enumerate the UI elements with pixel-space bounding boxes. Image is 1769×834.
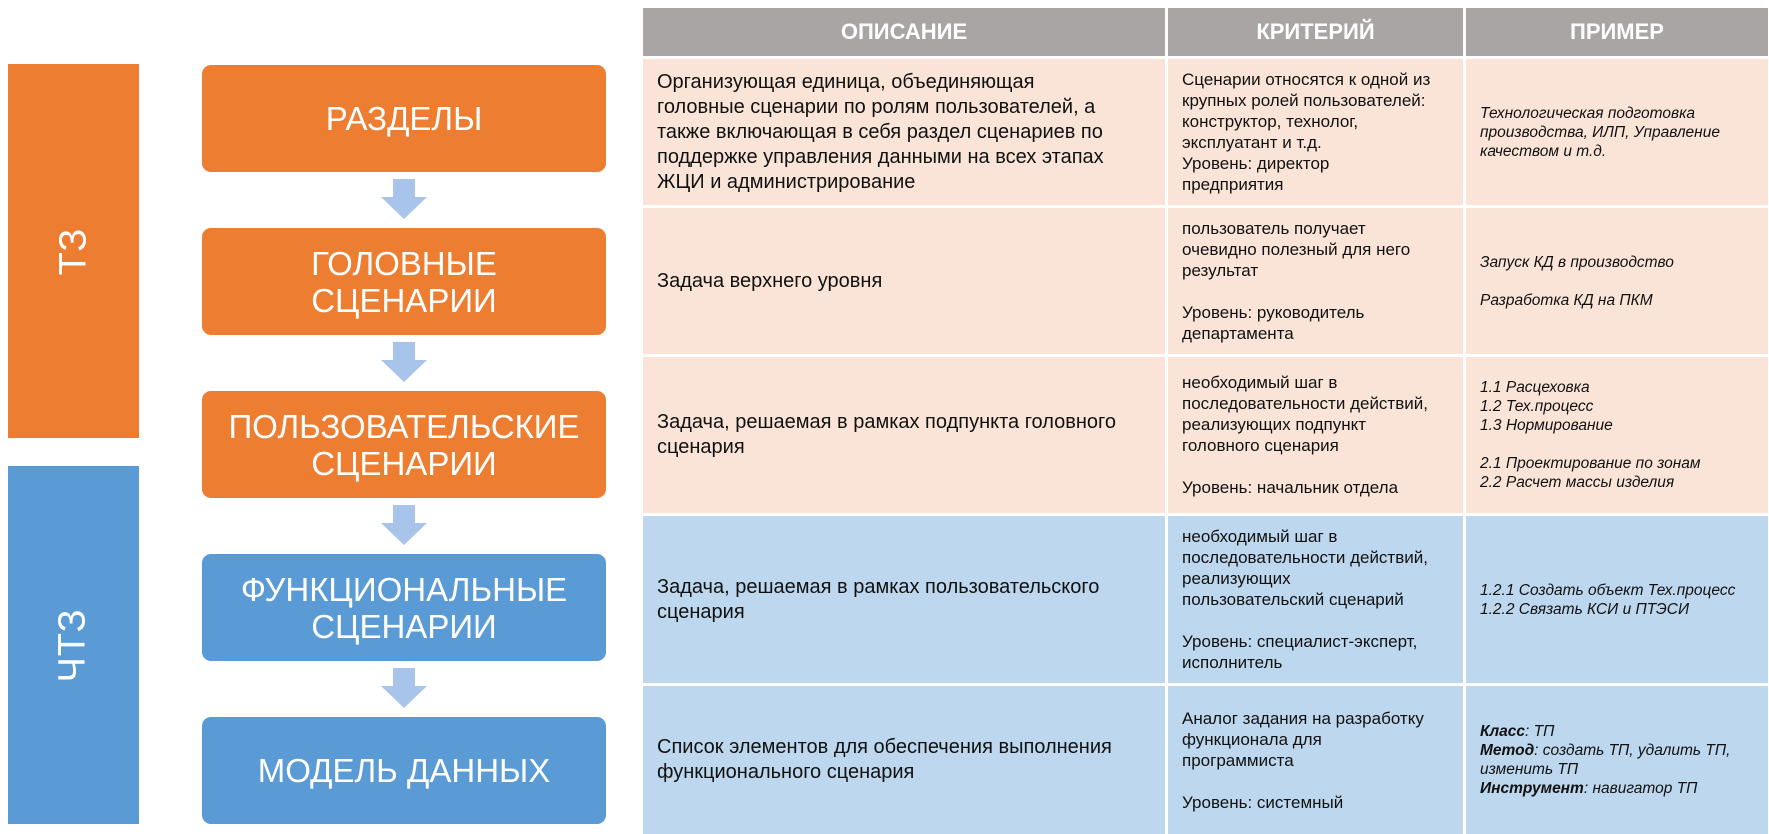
chtz-bar (8, 466, 139, 824)
row4-criterion: необходимый шаг в последовательности действий, реализующих пользовательский сценарий Уровень: специалист-эксперт, исполнитель (1168, 516, 1463, 683)
down-arrow-icon (381, 342, 427, 382)
level-box-main-scenarios: ГОЛОВНЫЕ СЦЕНАРИИ (202, 228, 606, 335)
row3-example: 1.1 Расцеховка 1.2 Тех.процесс 1.3 Нормирование 2.1 Проектирование по зонам 2.2 Расчет массы изделия (1466, 357, 1768, 513)
row3-description: Задача, решаемая в рамках подпункта головного сценария (643, 357, 1165, 513)
row5-description: Список элементов для обеспечения выполнения функционального сценария (643, 686, 1165, 834)
down-arrow-icon (381, 668, 427, 708)
header-description: ОПИСАНИЕ (643, 8, 1165, 56)
row1-description: Организующая единица, объединяющая головные сценарии по ролям пользователей, а также включающая в себя раздел сценариев по поддержке управления данными на всех этапах ЖЦИ и администрирование (643, 59, 1165, 205)
example-tool-value: : навигатор ТП (1583, 780, 1698, 797)
row3-criterion: необходимый шаг в последовательности действий, реализующих подпункт головного сценария Уровень: начальник отдела (1168, 357, 1463, 513)
chtz-label: ЧТЗ (51, 607, 94, 683)
header-example: ПРИМЕР (1466, 8, 1768, 56)
example-tool-label: Инструмент (1480, 780, 1584, 797)
row5-example (1466, 686, 1768, 834)
example-class-value: : ТП (1525, 723, 1555, 740)
row4-description: Задача, решаемая в рамках пользовательского сценария (643, 516, 1165, 683)
row1-example: Технологическая подготовка производства, ИЛП, Управление качеством и т.д. (1466, 59, 1768, 205)
down-arrow-icon (381, 179, 427, 219)
level-box-user-scenarios: ПОЛЬЗОВАТЕЛЬСКИЕ СЦЕНАРИИ (202, 391, 606, 498)
row4-example: 1.2.1 Создать объект Тех.процесс 1.2.2 Связать КСИ и ПТЭСИ (1466, 516, 1768, 683)
level-box-functional-scenarios: ФУНКЦИОНАЛЬНЫЕ СЦЕНАРИИ (202, 554, 606, 661)
level-box-sections: РАЗДЕЛЫ (202, 65, 606, 172)
header-criterion: КРИТЕРИЙ (1168, 8, 1463, 56)
row1-criterion: Сценарии относятся к одной из крупных ролей пользователей: конструктор, технолог, эксплуатант и т.д. Уровень: директор предприятия (1168, 59, 1463, 205)
row5-criterion: Аналог задания на разработку функционала для программиста Уровень: системный (1168, 686, 1463, 834)
example-class-label: Класс (1480, 723, 1526, 740)
level-box-data-model: МОДЕЛЬ ДАННЫХ (202, 717, 606, 824)
row2-criterion: пользователь получает очевидно полезный для него результат Уровень: руководитель департамента (1168, 208, 1463, 354)
example-method-label: Метод (1480, 742, 1535, 759)
example-method-value: : создать ТП, удалить ТП, изменить ТП (1480, 742, 1731, 778)
row2-example: Запуск КД в производство Разработка КД на ПКМ (1466, 208, 1768, 354)
tz-label: ТЗ (52, 227, 94, 275)
row2-description: Задача верхнего уровня (643, 208, 1165, 354)
down-arrow-icon (381, 505, 427, 545)
scenario-table (643, 8, 1762, 824)
tz-bar (8, 64, 139, 438)
